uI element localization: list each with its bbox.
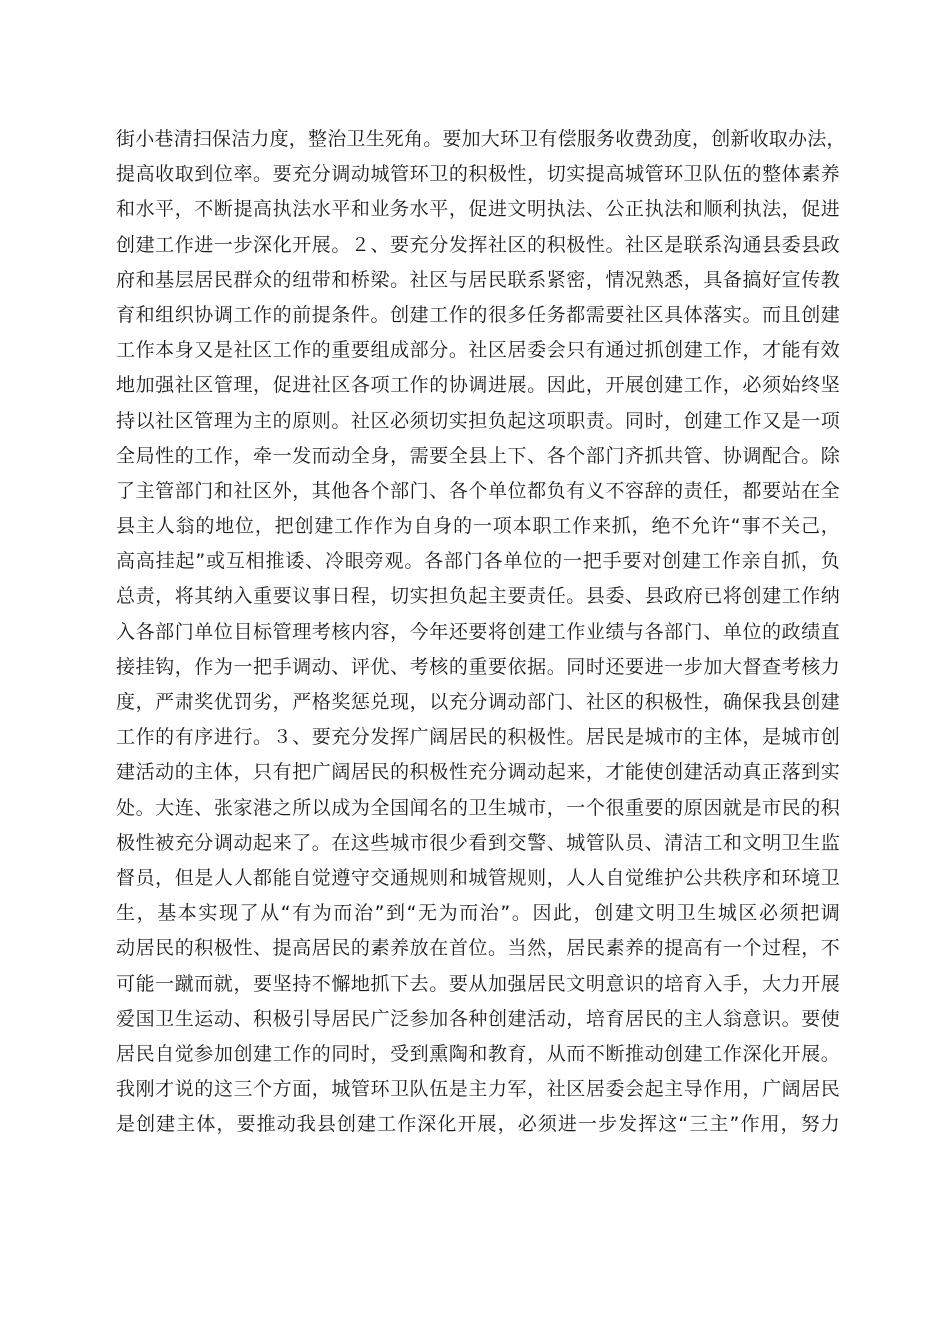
text-line: 和水平，不断提高执法水平和业务水平，促进文明执法、公正执法和顺利执法，促进 <box>116 198 840 221</box>
text-line: 居民自觉参加创建工作的同时，受到熏陶和教育，从而不断推动创建工作深化开展。 <box>116 1042 840 1065</box>
text-line: 接挂钩，作为一把手调动、评优、考核的重要依据。同时还要进一步加大督查考核力 <box>116 655 840 678</box>
text-line: 高高挂起”或互相推诿、冷眼旁观。各部门各单位的一把手要对创建工作亲自抓，负 <box>116 550 840 573</box>
text-line: 爱国卫生运动、积极引导居民广泛参加各种创建活动，培育居民的主人翁意识。要使 <box>116 1007 840 1030</box>
text-line: 提高收取到位率。要充分调动城管环卫的积极性，切实提高城管环卫队伍的整体素养 <box>116 163 840 186</box>
text-line: 督员，但是人人都能自觉遵守交通规则和城管规则，人人自觉维护公共秩序和环境卫 <box>116 866 840 889</box>
text-line: 地加强社区管理，促进社区各项工作的协调进展。因此，开展创建工作，必须始终坚 <box>116 374 840 397</box>
text-line: 街小巷清扫保洁力度，整治卫生死角。要加大环卫有偿服务收费劲度，创新收取办法， <box>116 128 846 150</box>
text-line: 可能一蹴而就，要坚持不懈地抓下去。要从加强居民文明意识的培育入手，大力开展 <box>116 972 840 995</box>
text-line: 极性被充分调动起来了。在这些城市很少看到交警、城管队员、清洁工和文明卫生监 <box>116 831 840 854</box>
body-text <box>116 122 846 1142</box>
text-line: 处。大连、张家港之所以成为全国闻名的卫生城市，一个很重要的原因就是市民的积 <box>116 796 840 819</box>
text-line: 全局性的工作，牵一发而动全身，需要全县上下、各个部门齐抓共管、协调配合。除 <box>116 444 840 467</box>
text-line: 我刚才说的这三个方面，城管环卫队伍是主力军，社区居委会起主导作用，广阔居民 <box>116 1078 840 1101</box>
text-line: 府和基层居民群众的纽带和桥梁。社区与居民联系紧密，情况熟悉，具备搞好宣传教 <box>116 268 840 291</box>
text-line: 持以社区管理为主的原则。社区必须切实担负起这项职责。同时，创建工作又是一项 <box>116 409 840 432</box>
text-line: 县主人翁的地位，把创建工作作为自身的一项本职工作来抓，绝不允许“事不关己， <box>116 515 840 538</box>
text-line: 了主管部门和社区外，其他各个部门、各个单位都负有义不容辞的责任，都要站在全 <box>116 479 840 502</box>
text-line: 工作本身又是社区工作的重要组成部分。社区居委会只有通过抓创建工作，才能有效 <box>116 339 840 362</box>
text-line: 创建工作进一步深化开展。２、要充分发挥社区的积极性。社区是联系沟通县委县政 <box>116 233 840 256</box>
text-line: 动居民的积极性、提高居民的素养放在首位。当然，居民素养的提高有一个过程，不 <box>116 937 840 960</box>
text-line: 入各部门单位目标管理考核内容，今年还要将创建工作业绩与各部门、单位的政绩直 <box>116 620 840 643</box>
text-line: 育和组织协调工作的前提条件。创建工作的很多任务都需要社区具体落实。而且创建 <box>116 303 840 326</box>
text-line: 度，严肃奖优罚劣，严格奖惩兑现，以充分调动部门、社区的积极性，确保我县创建 <box>116 691 840 713</box>
text-line: 生，基本实现了从“有为而治”到“无为而治”。因此，创建文明卫生城区必须把调 <box>116 902 840 925</box>
text-line: 工作的有序进行。３、要充分发挥广阔居民的积极性。居民是城市的主体，是城市创 <box>116 726 840 749</box>
text-line: 是创建主体，要推动我县创建工作深化开展，必须进一步发挥这“三主”作用，努力 <box>116 1113 840 1136</box>
text-line: 建活动的主体，只有把广阔居民的积极性充分调动起来，才能使创建活动真正落到实 <box>116 761 840 784</box>
text-line: 总责，将其纳入重要议事日程，切实担负起主要责任。县委、县政府已将创建工作纳 <box>116 585 840 608</box>
